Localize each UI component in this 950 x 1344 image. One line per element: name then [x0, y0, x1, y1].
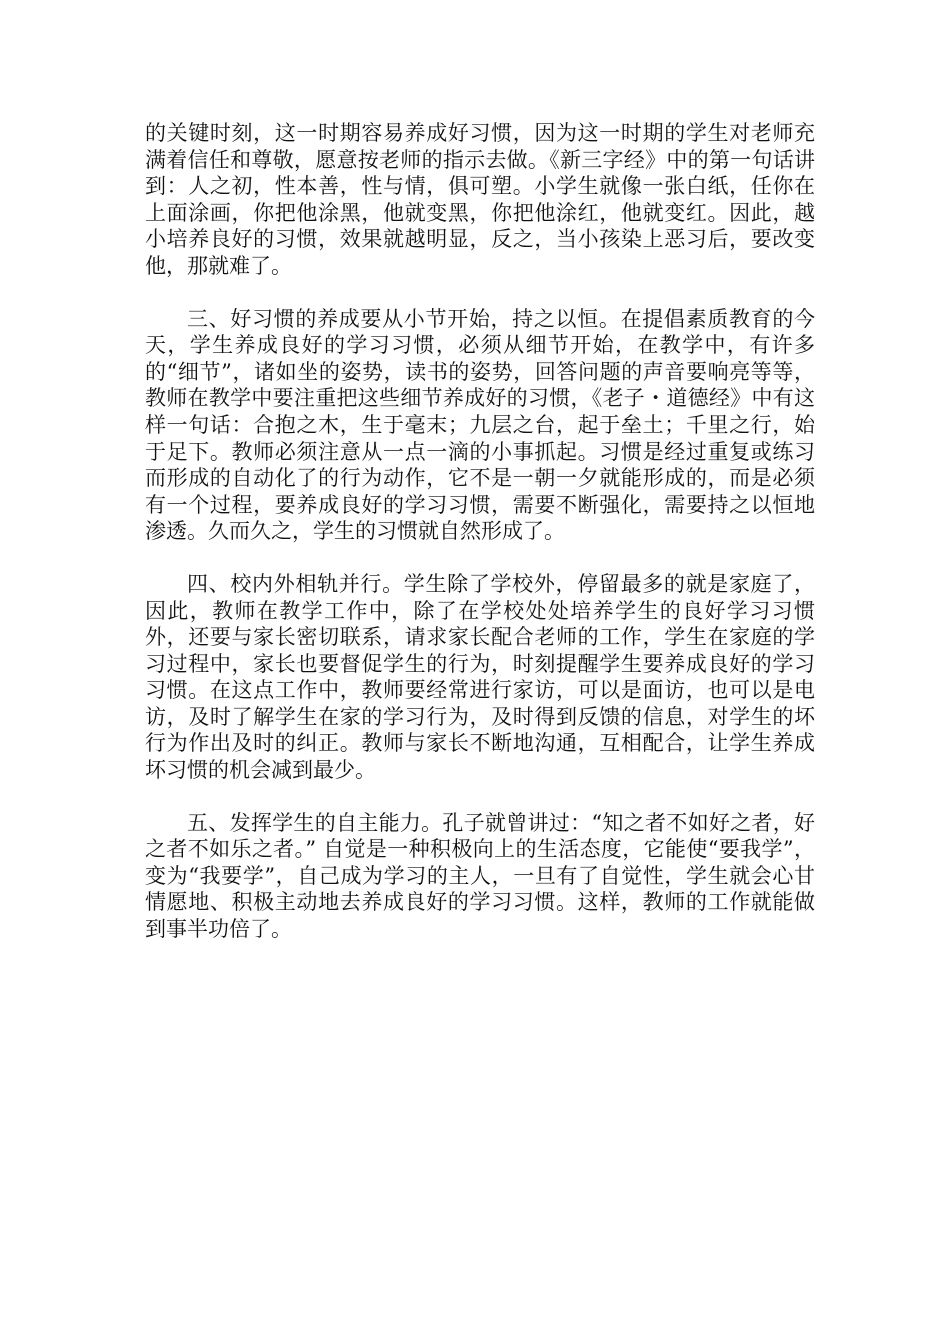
document-body: [145, 120, 815, 943]
paragraph-gap: [145, 545, 815, 571]
paragraph-section-three: 三、好习惯的养成要从小节开始，持之以恒。在提倡素质教育的今天，学生养成良好的学习习惯，必须从细节开始，在教学中，有许多的“细节”，诸如坐的姿势，读书的姿势，回答问题的声音要响亮等等，教师在教学中要注重把这些细节养成好的习惯，《老子・道德经》中有这样一句话：合抱之木，生于毫末；九层之台，起于垒土；千里之行，始于足下。教师必须注意从一点一滴的小事抓起。习惯是经过重复或练习而形成的自动化了的行为动作，它不是一朝一夕就能形成的，而是必须有一个过程，要养成良好的学习习惯，需要不断强化，需要持之以恒地渗透。久而久之，学生的习惯就自然形成了。: [145, 306, 815, 544]
paragraph-section-five: 五、发挥学生的自主能力。孔子就曾讲过：“知之者不如好之者，好之者不如乐之者。” 自觉是一种积极向上的生活态度，它能使“要我学”，变为“我要学”，自己成为学习的主人，一旦有了自觉性，学生就会心甘情愿地、积极主动地去养成良好的学习习惯。这样，教师的工作就能做到事半功倍了。: [145, 810, 815, 942]
paragraph-gap: [145, 280, 815, 306]
paragraph-section-four: 四、校内外相轨并行。学生除了学校外，停留最多的就是家庭了，因此，教师在教学工作中，除了在学校处处培养学生的良好学习习惯外，还要与家长密切联系，请求家长配合老师的工作，学生在家庭的学习过程中，家长也要督促学生的行为，时刻提醒学生要养成良好的学习习惯。在这点工作中，教师要经常进行家访，可以是面访，也可以是电访，及时了解学生在家的学习行为，及时得到反馈的信息，对学生的坏行为作出及时的纠正。教师与家长不断地沟通，互相配合，让学生养成坏习惯的机会减到最少。: [145, 571, 815, 783]
paragraph-gap: [145, 784, 815, 810]
paragraph-continuation: 的关键时刻，这一时期容易养成好习惯，因为这一时期的学生对老师充满着信任和尊敬，愿意按老师的指示去做。《新三字经》中的第一句话讲到：人之初，性本善，性与情，俱可塑。小学生就像一张白纸，任你在上面涂画，你把他涂黑，他就变黑，你把他涂红，他就变红。因此，越小培养良好的习惯，效果就越明显，反之，当小孩染上恶习后，要改变他，那就难了。: [145, 121, 815, 278]
